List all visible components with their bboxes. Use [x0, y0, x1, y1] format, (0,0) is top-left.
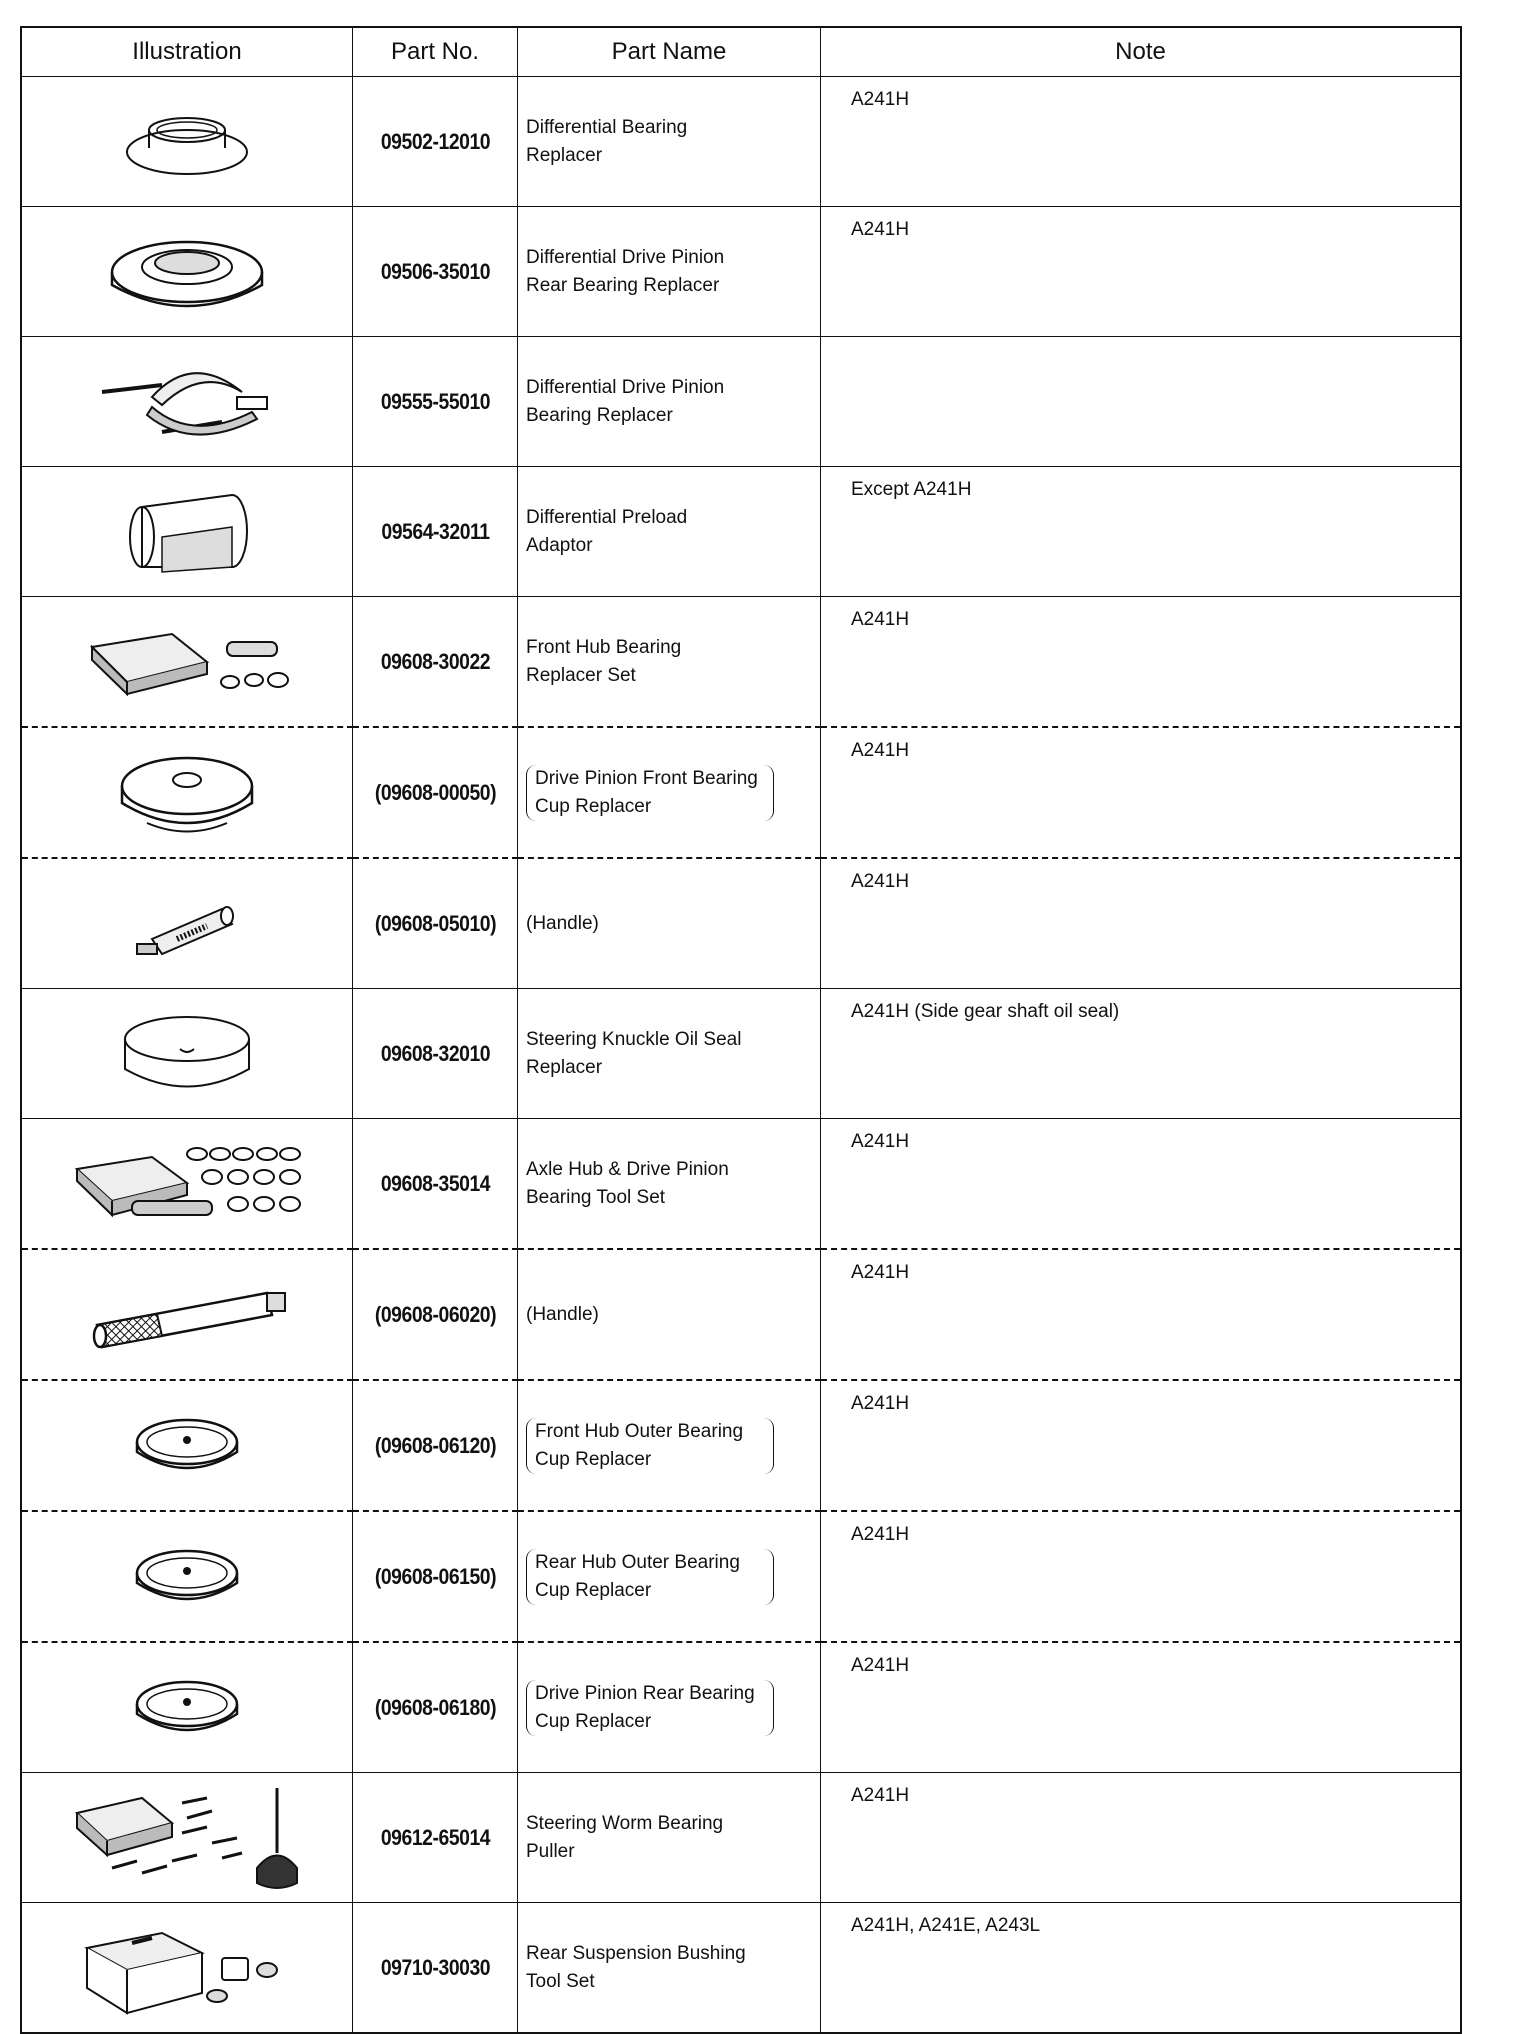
- illustration-cell: [21, 1249, 353, 1380]
- part-name: Drive Pinion Front Bearing Cup Replacer: [526, 765, 774, 821]
- part-number: 09608-30022: [362, 597, 507, 728]
- note: A241H: [821, 77, 1462, 207]
- case-tool-set-large-icon: [22, 1139, 352, 1229]
- part-name: Steering Knuckle Oil Seal Replacer: [526, 1028, 742, 1078]
- split-clamp-puller-icon: [22, 357, 352, 447]
- note: A241H: [821, 1511, 1462, 1642]
- note: A241H: [821, 1642, 1462, 1773]
- table-header-row: [21, 27, 1461, 77]
- part-name-cell: [518, 597, 821, 728]
- part-name-cell: [518, 207, 821, 337]
- part-name: Differential Preload Adaptor: [526, 506, 688, 556]
- toolbox-set-icon: [22, 1918, 352, 2018]
- part-name-cell: [518, 727, 821, 858]
- header-part-name: Part Name: [518, 27, 821, 77]
- illustration-cell: [21, 1903, 353, 2034]
- note: [821, 337, 1462, 467]
- table-row: [21, 1249, 1461, 1380]
- note: A241H: [821, 1380, 1462, 1511]
- part-name: Differential Drive Pinion Bearing Replacer: [526, 376, 725, 426]
- part-name-cell: [518, 858, 821, 989]
- note: A241H: [821, 1773, 1462, 1903]
- illustration-cell: [21, 337, 353, 467]
- part-name: Steering Worm Bearing Puller: [526, 1812, 724, 1862]
- short-handle-icon: [22, 884, 352, 964]
- note: A241H: [821, 1249, 1462, 1380]
- table-row: [21, 337, 1461, 467]
- part-number: 09506-35010: [362, 207, 507, 337]
- illustration-cell: [21, 858, 353, 989]
- illustration-cell: [21, 597, 353, 728]
- part-number: 09612-65014: [362, 1773, 507, 1903]
- illustration-cell: [21, 727, 353, 858]
- ring-replacer-icon: [22, 102, 352, 182]
- part-name: Front Hub Outer Bearing Cup Replacer: [526, 1418, 774, 1474]
- table-row: [21, 1642, 1461, 1773]
- table-row: [21, 1903, 1461, 2034]
- table-row: [21, 597, 1461, 728]
- note: A241H (Side gear shaft oil seal): [821, 989, 1462, 1119]
- header-illustration: Illustration: [21, 27, 353, 77]
- cup-replacer-icon: [22, 1009, 352, 1099]
- table-row: [21, 727, 1461, 858]
- table-row: [21, 467, 1461, 597]
- part-number: 09608-32010: [362, 989, 507, 1119]
- part-name-cell: [518, 1903, 821, 2034]
- part-name: Drive Pinion Rear Bearing Cup Replacer: [526, 1680, 774, 1736]
- illustration-cell: [21, 1511, 353, 1642]
- part-number: (09608-06020): [362, 1249, 507, 1380]
- illustration-cell: [21, 1773, 353, 1903]
- part-name-cell: [518, 467, 821, 597]
- special-tools-table: [20, 26, 1462, 2034]
- case-tool-set-icon: [22, 622, 352, 702]
- part-name: Differential Drive Pinion Rear Bearing Replacer: [526, 246, 725, 296]
- illustration-cell: [21, 77, 353, 207]
- illustration-cell: [21, 1380, 353, 1511]
- disc-replacer-icon: [22, 748, 352, 838]
- part-name: Rear Hub Outer Bearing Cup Replacer: [526, 1549, 774, 1605]
- note: A241H, A241E, A243L: [821, 1903, 1462, 2034]
- note: A241H: [821, 1119, 1462, 1250]
- part-name: Rear Suspension Bushing Tool Set: [526, 1942, 746, 1992]
- illustration-cell: [21, 1119, 353, 1250]
- part-name: Differential Bearing Replacer: [526, 116, 688, 166]
- note: A241H: [821, 207, 1462, 337]
- part-number: (09608-06180): [362, 1642, 507, 1773]
- table-row: [21, 77, 1461, 207]
- part-name-cell: [518, 77, 821, 207]
- header-note: Note: [821, 27, 1462, 77]
- part-number: (09608-06120): [362, 1380, 507, 1511]
- part-number: 09502-12010: [362, 77, 507, 207]
- part-name: Front Hub Bearing Replacer Set: [526, 636, 682, 686]
- part-number: 09564-32011: [362, 467, 507, 597]
- flat-disc-icon: [22, 1537, 352, 1617]
- illustration-cell: [21, 207, 353, 337]
- part-name: (Handle): [526, 1303, 599, 1325]
- table-row: [21, 1119, 1461, 1250]
- part-number: 09710-30030: [362, 1903, 507, 2034]
- puller-kit-icon: [22, 1783, 352, 1893]
- table-row: [21, 989, 1461, 1119]
- part-name-cell: [518, 1380, 821, 1511]
- illustration-cell: [21, 1642, 353, 1773]
- flat-disc-icon: [22, 1668, 352, 1748]
- part-name-cell: [518, 1773, 821, 1903]
- part-name: Axle Hub & Drive Pinion Bearing Tool Set: [526, 1158, 729, 1208]
- table-row: [21, 1511, 1461, 1642]
- table-row: [21, 1380, 1461, 1511]
- part-number: 09608-35014: [362, 1119, 507, 1250]
- part-number: (09608-06150): [362, 1511, 507, 1642]
- part-name-cell: [518, 989, 821, 1119]
- flat-disc-icon: [22, 1406, 352, 1486]
- table-row: [21, 207, 1461, 337]
- part-number: (09608-00050): [362, 727, 507, 858]
- note: Except A241H: [821, 467, 1462, 597]
- part-name-cell: [518, 1119, 821, 1250]
- part-name-cell: [518, 1642, 821, 1773]
- note: A241H: [821, 597, 1462, 728]
- illustration-cell: [21, 989, 353, 1119]
- table-row: [21, 1773, 1461, 1903]
- stepped-ring-replacer-icon: [22, 227, 352, 317]
- illustration-cell: [21, 467, 353, 597]
- knurled-handle-icon: [22, 1275, 352, 1355]
- part-name-cell: [518, 1511, 821, 1642]
- part-name: (Handle): [526, 912, 599, 934]
- part-name-cell: [518, 337, 821, 467]
- header-part-no: Part No.: [353, 27, 518, 77]
- part-name-cell: [518, 1249, 821, 1380]
- note: A241H: [821, 858, 1462, 989]
- part-number: (09608-05010): [362, 858, 507, 989]
- table-row: [21, 858, 1461, 989]
- part-number: 09555-55010: [362, 337, 507, 467]
- note: A241H: [821, 727, 1462, 858]
- cylinder-adaptor-icon: [22, 487, 352, 577]
